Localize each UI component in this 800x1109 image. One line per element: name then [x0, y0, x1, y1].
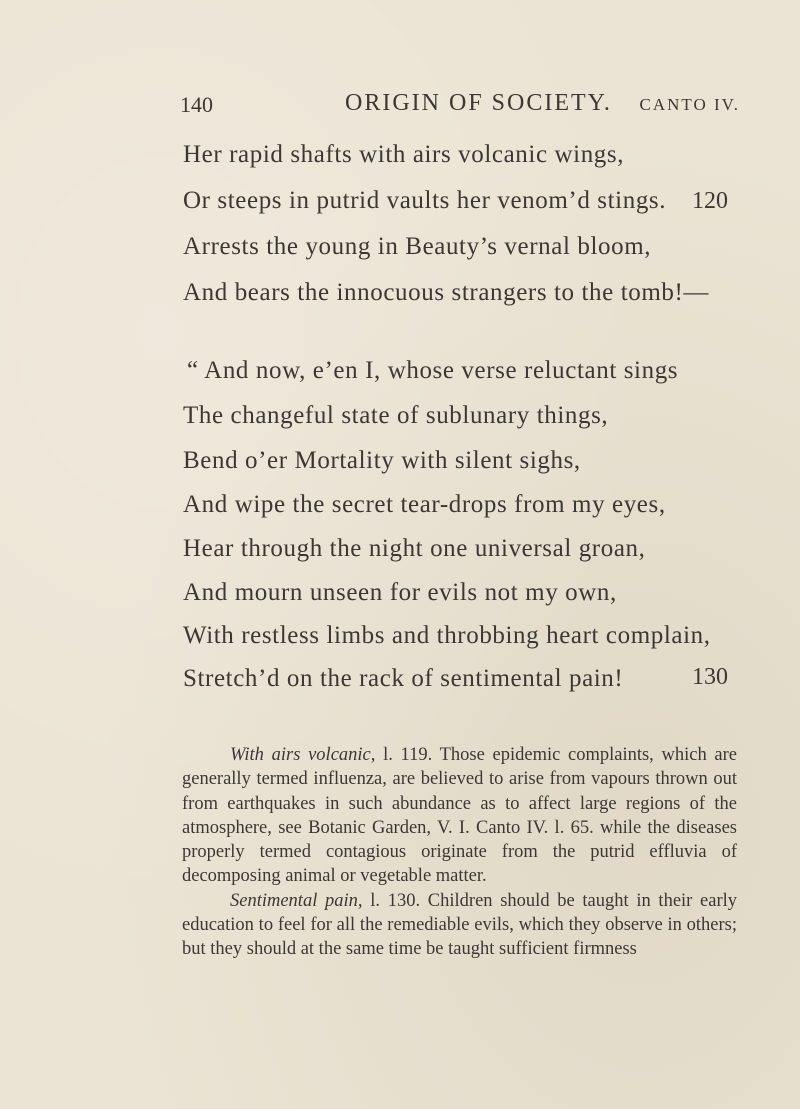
verse-line: Her rapid shafts with airs volcanic wings,: [183, 141, 625, 168]
verse-line: And mourn unseen for evils not my own,: [183, 579, 617, 606]
footnote-text: l. 130. Children should be taught in their early education to feel for all the remediable evils, which they observe in others; but they should at the same time be taught sufficient firmness: [182, 890, 738, 960]
verse-line: The changeful state of sublunary things,: [183, 402, 609, 429]
verse-line: Bend o’er Mortality with silent sighs,: [183, 447, 581, 474]
canto-label: CANTO IV.: [639, 95, 740, 114]
verse-line: Hear through the night one universal groan,: [183, 535, 646, 562]
footnote-lemma: Sentimental pain,: [230, 890, 363, 911]
verse-line: Arrests the young in Beauty’s vernal bloom,: [183, 233, 652, 260]
verse-line: Or steeps in putrid vaults her venom’d stings.: [183, 187, 667, 214]
footnotes: [182, 743, 737, 962]
footnote-lemma: With airs volcanic,: [230, 745, 376, 765]
running-header: [180, 92, 740, 122]
footnote-text: l. 119. Those epidemic complaints, which are generally termed influenza, are believed to arise from vapours thrown out from earthquakes in such abundance as to affect large regions of the atmosphere, see Botanic Garden, V. I. Canto IV. l. 65. while the diseases properly termed contagious originate from the putrid effluvia of decomposing animal or vegetable matter.: [182, 745, 737, 887]
footnote-2: [182, 889, 737, 962]
verse-line: With restless limbs and throbbing heart complain,: [183, 622, 711, 649]
line-number: 130: [692, 664, 728, 690]
verse-line: And wipe the secret tear-drops from my eyes,: [183, 491, 666, 518]
page-number: 140: [180, 92, 213, 117]
verse-line: Stretch’d on the rack of sentimental pain!: [183, 665, 624, 692]
verse-line: And bears the innocuous strangers to the tomb!—: [183, 279, 710, 306]
verse-line: “ And now, e’en I, whose verse reluctant sings: [187, 357, 679, 384]
running-title: ORIGIN OF SOCIETY.: [345, 90, 612, 116]
line-number: 120: [692, 188, 728, 214]
footnote-1: [182, 743, 737, 889]
